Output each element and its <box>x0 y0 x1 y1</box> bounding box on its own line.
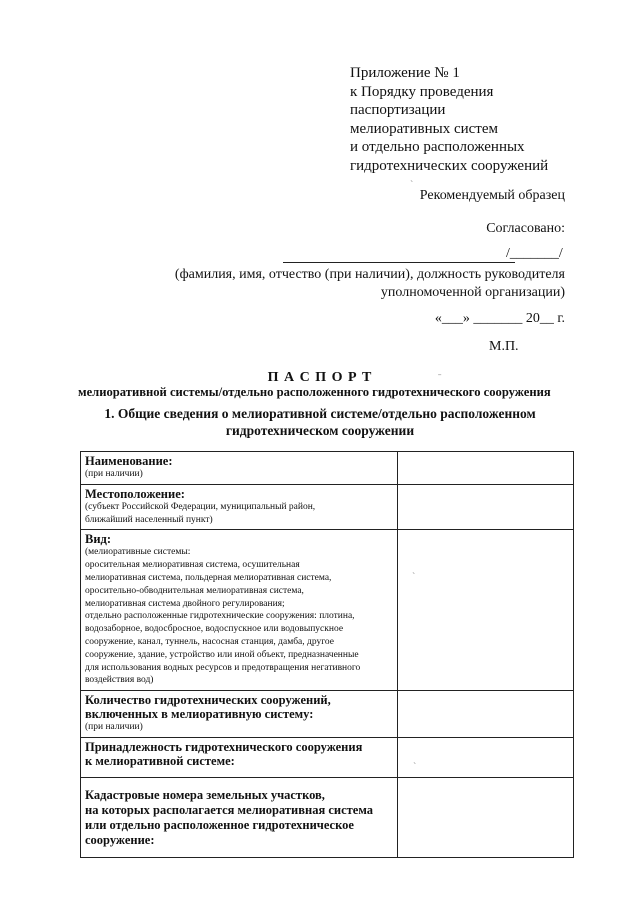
row-note: оросительная мелиоративная система, осушительная <box>85 560 300 571</box>
row-heading: Наименование: <box>85 454 173 468</box>
table-row <box>81 484 574 530</box>
scan-mark: ˋ <box>413 762 417 773</box>
signature-caption-2: уполномоченной организации) <box>380 285 565 300</box>
signature-separator: /_______/ <box>506 246 563 261</box>
row-label-cell <box>81 737 398 777</box>
table-row <box>81 452 574 485</box>
value-cell[interactable] <box>398 484 574 530</box>
row-note: отдельно расположенные гидротехнические сооружения: плотина, <box>85 611 355 622</box>
appendix-block <box>350 64 548 176</box>
row-note: мелиоративная система, польдерная мелиоративная система, <box>85 572 332 583</box>
row-heading: включенных в мелиоративную систему: <box>85 707 314 722</box>
section-title <box>0 405 640 439</box>
section-title-line: гидротехническом сооружении <box>225 423 415 438</box>
row-label-cell <box>81 452 398 485</box>
row-note: для использования водных ресурсов и предотвращения негативного <box>85 662 361 673</box>
table-row <box>81 737 574 777</box>
row-heading: Принадлежность гидротехнического сооружения <box>85 739 363 754</box>
row-label-cell <box>81 484 398 530</box>
appendix-line: мелиоративных систем <box>350 120 499 137</box>
appendix-line: Приложение № 1 <box>350 65 460 81</box>
row-note: сооружение, канал, туннель, насосная станция, дамба, другое <box>85 636 334 647</box>
scan-mark: ˉ <box>438 373 442 384</box>
table-row <box>81 777 574 857</box>
sample-label: Рекомендуемый образец <box>419 188 565 203</box>
appendix-line: гидротехнических сооружений <box>350 157 549 174</box>
row-note: оросительно-обводнительная мелиоративная система, <box>85 585 304 596</box>
row-label-cell <box>81 691 398 738</box>
signature-line <box>283 250 515 263</box>
date-line: «___» _______ 20__ г. <box>434 311 565 326</box>
row-heading: на которых располагается мелиоративная система <box>85 802 374 817</box>
general-info-table <box>80 451 574 858</box>
row-note: воздействия вод) <box>85 675 154 686</box>
document-subtitle: мелиоративной системы/отдельно расположенного гидротехнического сооружения <box>78 385 551 399</box>
appendix-line: и отдельно расположенных <box>350 139 525 156</box>
row-heading: или отдельно расположенное гидротехническое <box>85 817 354 832</box>
table-row <box>81 691 574 738</box>
value-cell[interactable] <box>398 530 574 691</box>
value-cell[interactable] <box>398 737 574 777</box>
row-note: (субъект Российской Федерации, муниципальный район, <box>85 501 316 512</box>
document-title: П А С П О Р Т <box>267 370 373 385</box>
row-heading: Местоположение: <box>85 486 185 501</box>
scan-mark: ˋ <box>412 572 416 583</box>
row-note: сооружение, здание, устройство или иной объект, предназначенные <box>85 649 359 660</box>
row-heading: к мелиоративной системе: <box>85 753 235 768</box>
row-note: (при наличии) <box>85 469 143 479</box>
row-note: водозаборное, водосбросное, водоспускное или водовыпускное <box>85 624 344 635</box>
value-cell[interactable] <box>398 452 574 485</box>
row-heading: Количество гидротехнических сооружений, <box>85 693 331 708</box>
row-label-cell <box>81 777 398 857</box>
appendix-line: паспортизации <box>350 102 446 119</box>
signature-caption-1: (фамилия, имя, отчество (при наличии), должность руководителя <box>174 267 565 282</box>
section-title-line: 1. Общие сведения о мелиоративной системе/отдельно расположенном <box>104 406 536 421</box>
seal-label: М.П. <box>489 339 519 354</box>
scan-mark: ˋ <box>410 180 414 191</box>
row-note: (мелиоративные системы: <box>85 547 191 558</box>
row-label-cell <box>81 530 398 691</box>
appendix-line: к Порядку проведения <box>350 83 494 100</box>
agreed-label: Согласовано: <box>486 221 565 236</box>
row-heading: Вид: <box>85 532 112 547</box>
row-heading: Кадастровые номера земельных участков, <box>85 787 325 802</box>
value-cell[interactable] <box>398 777 574 857</box>
row-note: мелиоративная система двойного регулирования; <box>85 598 285 609</box>
row-heading: сооружение: <box>85 832 155 847</box>
value-cell[interactable] <box>398 691 574 738</box>
row-note: (при наличии) <box>85 722 143 733</box>
row-note: ближайший населенный пункт) <box>85 514 213 525</box>
table-row <box>81 530 574 691</box>
